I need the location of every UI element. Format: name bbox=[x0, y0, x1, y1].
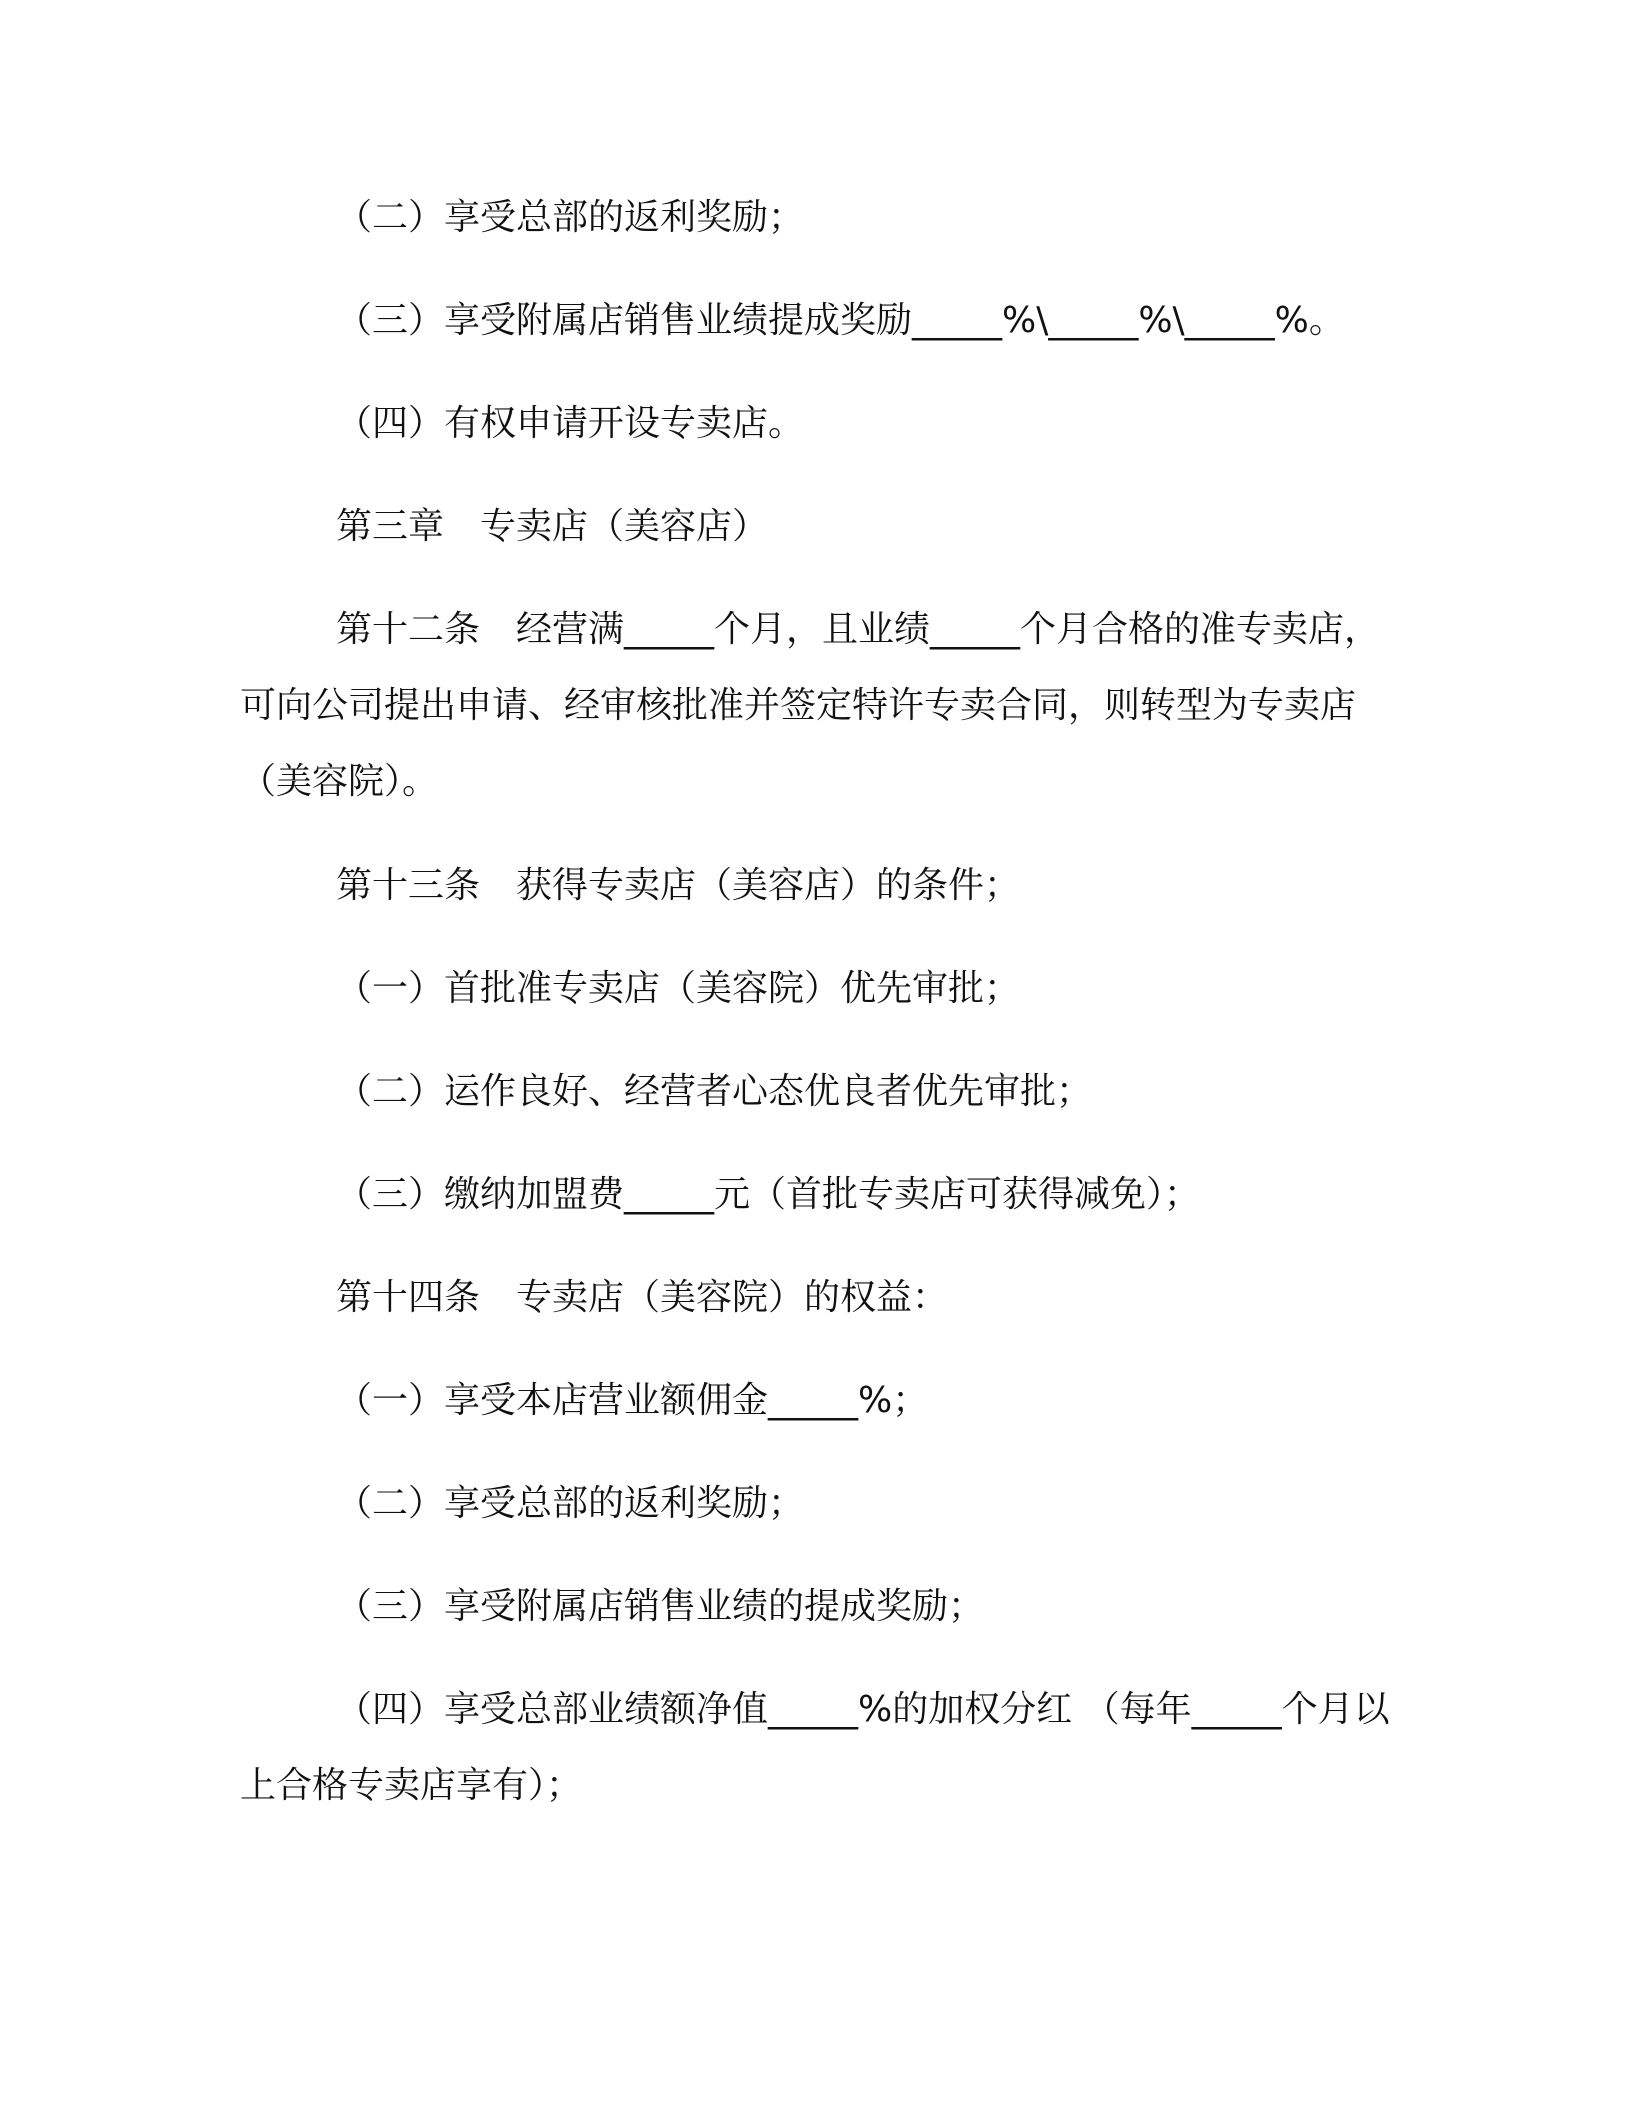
right-3: （三）享受附属店销售业绩的提成奖励； bbox=[336, 1586, 985, 1627]
article-12: 第十二条 经营满_____个月，且业绩_____个月合格的准专卖店，可向公司提出申请、经审核批准并签定特许专卖合同，则转型为专卖店（美容院）。 bbox=[240, 609, 1381, 802]
right-2: （二）享受总部的返利奖励； bbox=[336, 1483, 805, 1524]
condition-2: （二）运作良好、经营者心态优良者优先审批； bbox=[336, 1071, 1093, 1112]
condition-1: （一）首批准专卖店（美容院）优先审批； bbox=[336, 968, 1021, 1009]
article-13: 第十三条 获得专卖店（美容店）的条件； bbox=[336, 865, 1021, 906]
right-1: （一）享受本店营业额佣金_____%； bbox=[336, 1380, 929, 1421]
clause-4-apply-store: （四）有权申请开设专卖店。 bbox=[336, 403, 805, 444]
clause-2-rebate: （二）享受总部的返利奖励； bbox=[336, 197, 805, 238]
right-4: （四）享受总部业绩额净值_____%的加权分红 （每年_____个月以上合格专卖店享有）； bbox=[240, 1689, 1390, 1806]
clause-3-commission: （三）享受附属店销售业绩提成奖励_____%\_____%\_____%。 bbox=[336, 300, 1345, 341]
chapter-heading: 第三章 专卖店（美容店） bbox=[336, 506, 769, 547]
article-14: 第十四条 专卖店（美容院）的权益： bbox=[336, 1277, 949, 1318]
condition-3: （三）缴纳加盟费_____元（首批专卖店可获得减免）； bbox=[336, 1174, 1201, 1215]
